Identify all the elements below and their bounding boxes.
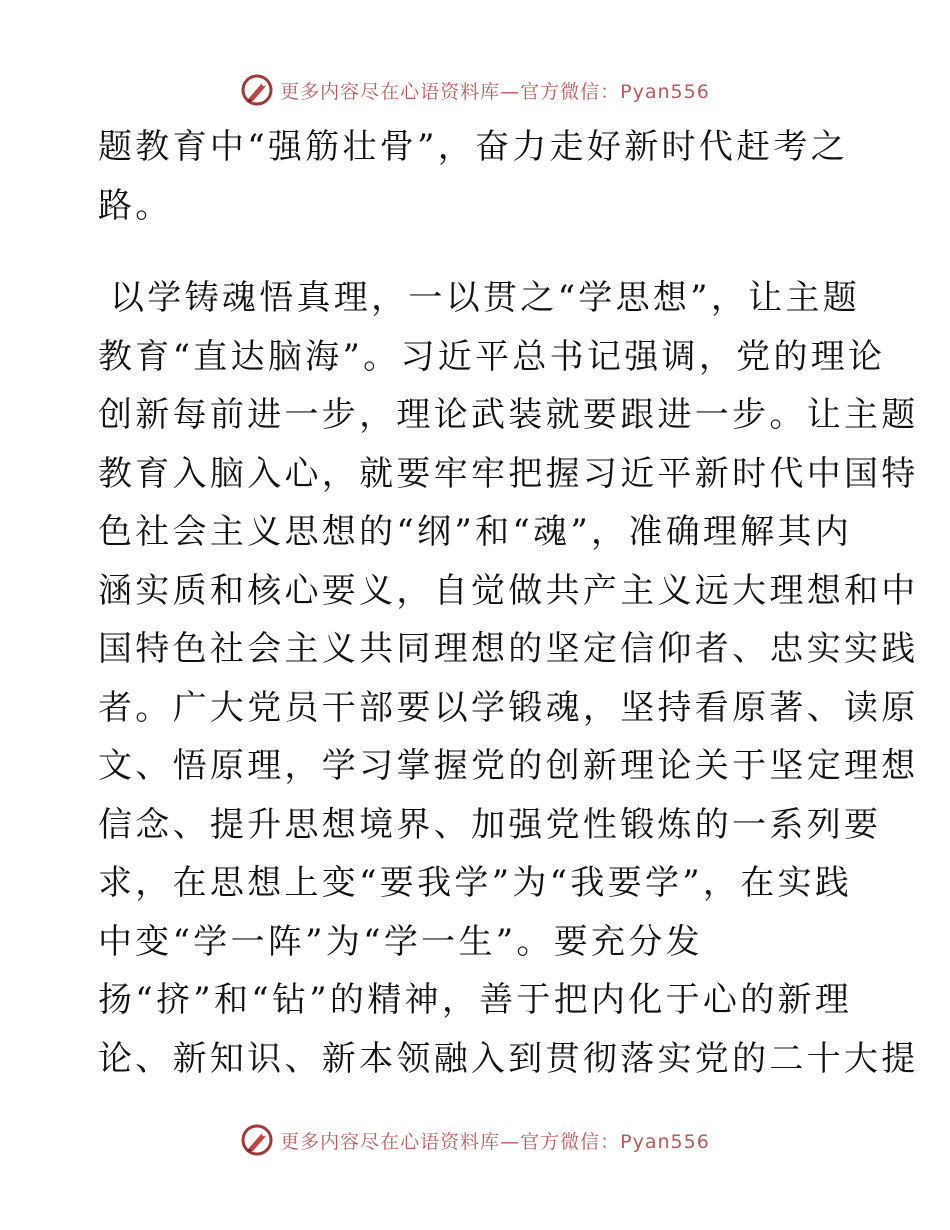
- header-banner-text: 更多内容尽在心语资料库—官方微信：Pyan556: [280, 80, 710, 103]
- paragraph-gap: [98, 235, 858, 269]
- text-line: 以学铸魂悟真理，一以贯之“学思想”，让主题: [110, 278, 861, 318]
- paragraph-1: [98, 118, 858, 235]
- text-line: 教育入脑入心，就要牢牢把握习近平新时代中国特: [98, 453, 919, 494]
- text-line: 涵实质和核心要义，自觉做共产主义远大理想和中: [98, 570, 919, 611]
- document-body: [98, 118, 919, 1088]
- header-banner: [0, 70, 950, 110]
- text-line: 者。广大党员干部要以学锻魂，坚持看原著、读原: [98, 687, 919, 728]
- text-line: 色社会主义思想的“纲”和“魂”，准确理解其内: [98, 512, 853, 552]
- text-line: 题教育中“强筋壮骨”，奋力走好新时代赶考之: [98, 127, 849, 167]
- text-line: 国特色社会主义共同理想的坚定信仰者、忠实实践: [98, 629, 919, 669]
- footer-banner-text: 更多内容尽在心语资料库—官方微信：Pyan556: [280, 1130, 710, 1153]
- text-line: 教育“直达脑海”。习近平总书记强调，党的理论: [98, 336, 886, 377]
- text-line: 创新每前进一步，理论武装就要跟进一步。让主题: [98, 395, 919, 435]
- text-line: 中变“学一阵”为“学一生”。要充分发: [98, 921, 703, 962]
- text-line: 扬“挤”和“钻”的精神，善于把内化于心的新理: [98, 980, 853, 1020]
- text-line: 论、新知识、新本领融入到贯彻落实党的二十大提: [98, 1038, 919, 1079]
- pen-logo-icon: [240, 73, 274, 107]
- text-line: 路。: [98, 185, 173, 226]
- text-line: 求，在思想上变“要我学”为“我要学”，在实践: [98, 863, 853, 903]
- pen-logo-icon: [240, 1123, 274, 1157]
- footer-banner: [0, 1120, 950, 1160]
- text-line: 信念、提升思想境界、加强党性锻炼的一系列要: [98, 804, 882, 845]
- paragraph-2: [98, 269, 919, 1088]
- text-line: 文、悟原理，学习掌握党的创新理论关于坚定理想: [98, 746, 919, 786]
